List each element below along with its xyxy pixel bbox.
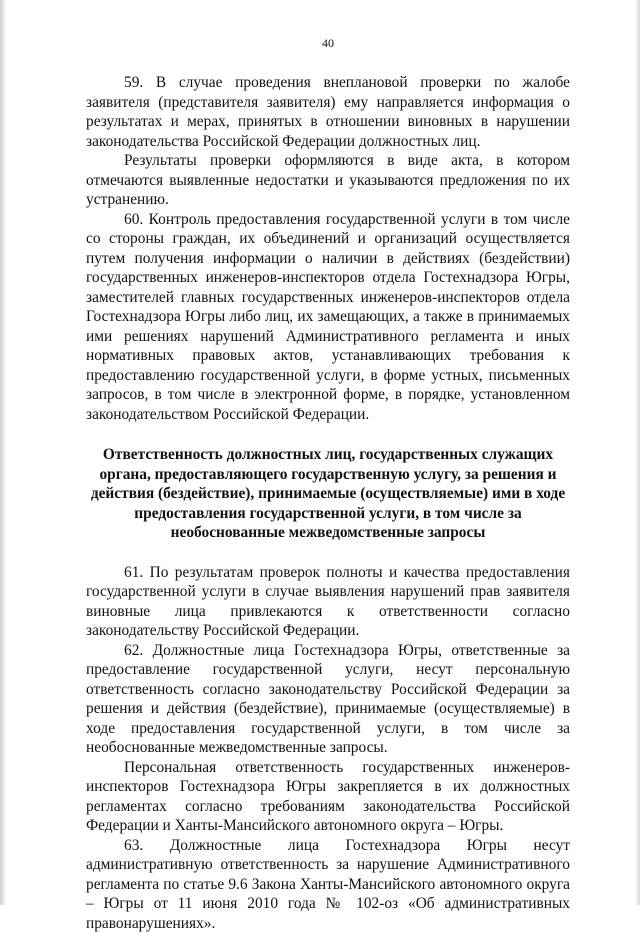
paragraph-59: 59. В случае проведения внеплановой проверки по жалобе заявителя (представителя заявителя) ему направляется информация о результатах и мерах, принятых в отношении виновных в нарушении законодательства Российской Федерации должностных лиц. — [86, 73, 570, 151]
document-body — [86, 73, 570, 933]
paragraph-63: 63. Должностные лица Гостехнадзора Югры несут административную ответственность за нарушение Административного регламента по статье 9.6 Закона Ханты-Мансийского автономного округа – Югры от 11 июня 2010 года № 102-оз «Об административных правонарушениях». — [86, 836, 570, 933]
page-number: 40 — [86, 36, 570, 51]
paragraph-61: 61. По результатам проверок полноты и качества предоставления государственной услуги в случае выявления нарушений прав заявителя виновные лица привлекаются к ответственности согласно законодательству Российской Федерации. — [86, 563, 570, 641]
paragraph-personal-responsibility: Персональная ответственность государственных инженеров-инспекторов Гостехнадзора Югры закрепляется в их должностных регламентах согласно требованиям законодательства Российской Федерации и Ханты-Мансийского автономного округа – Югры. — [86, 758, 570, 836]
paragraph-inspection-results: Результаты проверки оформляются в виде акта, в котором отмечаются выявленные недостатки и указываются предложения по их устранению. — [86, 151, 570, 210]
paragraph-60: 60. Контроль предоставления государственной услуги в том числе со стороны граждан, их объединений и организаций осуществляется путем получения информации о наличии в действиях (бездействии) государственных инженеров-инспекторов отдела Гостехнадзора Югры, заместителей главных государственных инженеров-инспекторов отдела Гостехнадзора Югры либо лиц, их замещающих, а также в принимаемых ими решениях нарушений Административного регламента и иных нормативных правовых актов, устанавливающих требования к предоставлению государственной услуги, в форме устных, письменных запросов, в том числе в электронной форме, в порядке, установленном законодательством Российской Федерации. — [86, 210, 570, 425]
scan-edge-left — [0, 0, 6, 905]
paragraph-62: 62. Должностные лица Гостехнадзора Югры, ответственные за предоставление государственной услуги, несут персональную ответственность согласно законодательству Российской Федерации за решения и действия (бездействие), принимаемые (осуществляемые) в ходе предоставления государственной услуги, в том числе за необоснованные межведомственные запросы. — [86, 641, 570, 758]
section-heading: Ответственность должностных лиц, государственных служащих органа, предоставляющего государственную услугу, за решения и действия (бездействие), принимаемые (осуществляемые) ими в ходе предоставления государственной услуги, в том числе за необоснованные межведомственные запросы — [90, 445, 566, 543]
scan-edge-right — [635, 0, 640, 905]
